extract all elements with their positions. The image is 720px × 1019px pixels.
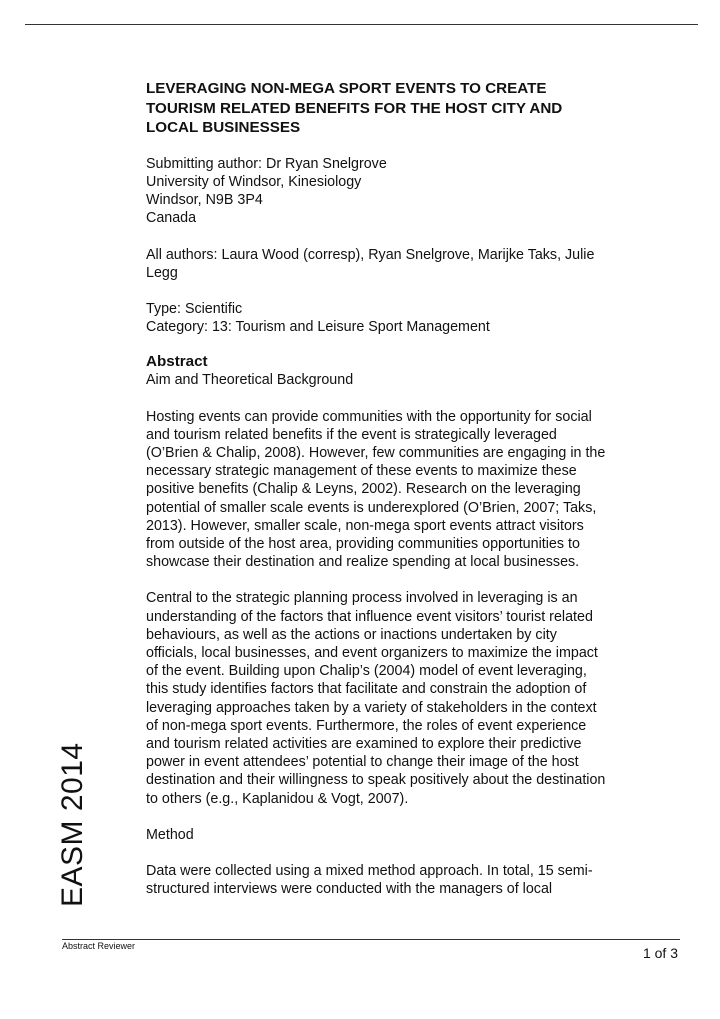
city-postal: Windsor, N9B 3P4 [146, 192, 263, 209]
document-title [146, 79, 664, 138]
paragraph-line: structured interviews were conducted with the managers of local [146, 881, 553, 898]
submitting-author: Submitting author: Dr Ryan Snelgrove [146, 155, 387, 172]
paragraph-line: this study identifies factors that facilitate and constrain the adoption of [146, 681, 587, 698]
institution: University of Windsor, Kinesiology [146, 173, 362, 190]
header-rule [25, 24, 698, 25]
authors-line: All authors: Laura Wood (corresp), Ryan Snelgrove, Marijke Taks, Julie [146, 246, 595, 263]
paragraph-line: positive benefits (Chalip & Leyns, 2002). Research on the leveraging [146, 481, 581, 498]
aim-subheading-text: Aim and Theoretical Background [146, 372, 354, 389]
paragraph-line: of non-mega sport events. Furthermore, the roles of event experience [146, 717, 587, 734]
paragraph-line: to others (e.g., Kaplanidou & Vogt, 2007). [146, 790, 409, 807]
paragraph-line: Data were collected using a mixed method approach. In total, 15 semi- [146, 863, 593, 880]
footer-reviewer-label: Abstract Reviewer [62, 941, 136, 951]
type-line: Type: Scientific [146, 301, 243, 317]
abstract-paragraph-2 [146, 589, 664, 807]
country: Canada [146, 210, 197, 227]
submitting-author-block [146, 155, 664, 228]
paragraph-line: Hosting events can provide communities with the opportunity for social [146, 408, 592, 425]
paragraph-line: destination and their willingness to speak positively about the destination [146, 772, 606, 789]
conference-sidebar-label: EASM 2014 [56, 742, 89, 907]
paragraph-line: (O’Brien & Chalip, 2008). However, few communities are engaging in the [146, 445, 606, 462]
paragraph-line: showcase their destination and realize spending at local businesses. [146, 554, 580, 571]
paragraph-line: and tourism related activities are examined to explore their predictive [146, 736, 582, 753]
paragraph-line: from outside of the host area, providing communities opportunities to [146, 536, 580, 553]
title-line: LEVERAGING NON-MEGA SPORT EVENTS TO CREATE [146, 80, 547, 97]
authors-line: Legg [146, 264, 178, 281]
paragraph-line: potential of smaller scale events is underexplored (O’Brien, 2007; Taks, [146, 499, 597, 516]
method-heading-block [146, 826, 664, 844]
document-body [146, 79, 664, 916]
abstract-paragraph-1 [146, 408, 664, 572]
paragraph-line: 2013). However, smaller scale, non-mega sport events attract visitors [146, 517, 584, 534]
paragraph-line: behaviours, as well as the actions or inactions undertaken by city [146, 626, 557, 643]
category-line: Category: 13: Tourism and Leisure Sport Management [146, 319, 490, 336]
paragraph-line: necessary strategic management of these events to maximize these [146, 463, 577, 480]
paragraph-line: and tourism related benefits if the event is strategically leveraged [146, 426, 557, 443]
footer-rule [62, 939, 680, 940]
title-line: LOCAL BUSINESSES [146, 119, 301, 137]
page-indicator: 1 of 3 [642, 945, 678, 961]
abstract-heading: Abstract [146, 353, 208, 371]
paragraph-line: of the event. Building upon Chalip’s (2004) model of event leveraging, [146, 663, 587, 680]
paragraph-line: leveraging approaches taken by a variety of stakeholders in the context [146, 699, 597, 716]
title-line: TOURISM RELATED BENEFITS FOR THE HOST CITY AND [146, 99, 563, 117]
method-heading: Method [146, 826, 194, 843]
paragraph-line: understanding of the factors that influence event visitors’ tourist related [146, 608, 593, 625]
authors-block [146, 246, 664, 282]
meta-block [146, 300, 664, 336]
paragraph-line: power in event attendees’ potential to change their image of the host [146, 754, 579, 771]
paragraph-line: Central to the strategic planning process involved in leveraging is an [146, 590, 578, 607]
aim-subheading [146, 371, 664, 389]
paragraph-line: officials, local businesses, and event organizers to maximize the impact [146, 645, 598, 662]
abstract-paragraph-3 [146, 862, 664, 898]
